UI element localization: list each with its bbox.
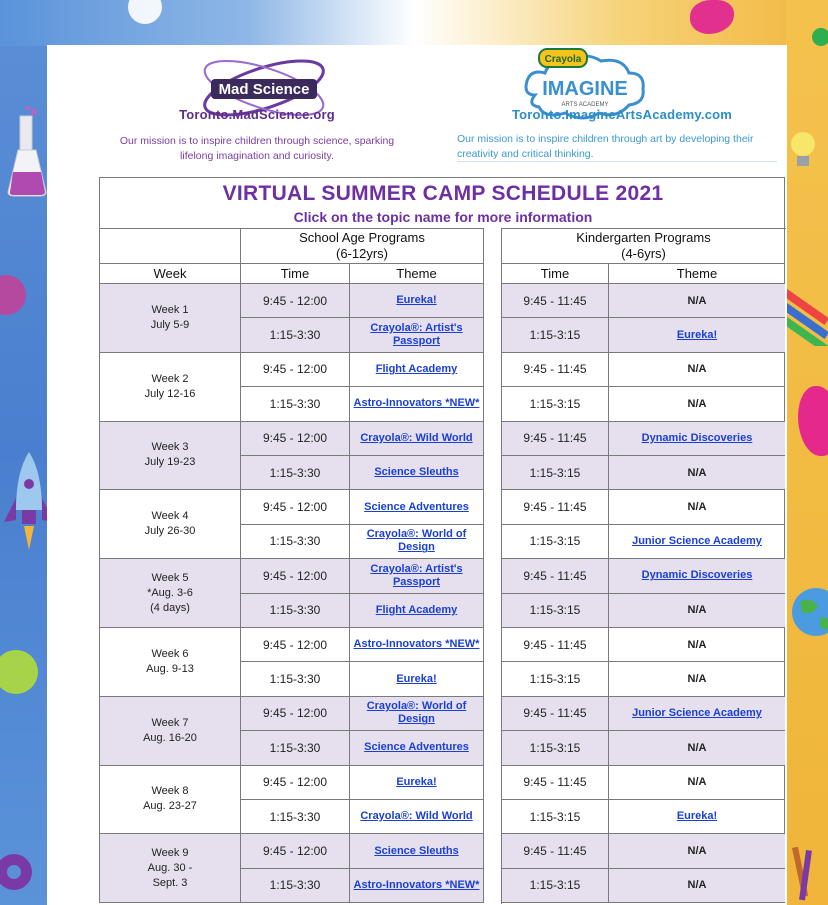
week-label: Week 4 — [151, 510, 189, 523]
theme-link[interactable]: Crayola®: World of Design — [366, 700, 467, 726]
week-cell — [100, 353, 241, 422]
theme-link[interactable]: Eureka! — [396, 672, 437, 685]
time-cell: 1:15-3:30 — [241, 318, 350, 352]
theme-link[interactable]: Crayola®: World of Design — [366, 528, 467, 554]
theme-cell — [350, 766, 484, 800]
mad-science-brand — [107, 107, 407, 164]
school-age-ages: (6-12yrs) — [335, 245, 388, 261]
time-cell: 1:15-3:30 — [241, 387, 350, 421]
time-cell: 9:45 - 12:00 — [241, 353, 350, 387]
k-theme-link[interactable]: Dynamic Discoveries — [641, 569, 753, 582]
week-dates: (4 days) — [150, 601, 190, 614]
mad-science-url[interactable]: Toronto.MadScience.org — [179, 107, 335, 122]
beaker-icon — [4, 106, 50, 198]
theme-link[interactable]: Crayola®: Wild World — [360, 810, 473, 823]
k-time-cell: 9:45 - 11:45 — [502, 490, 609, 524]
k-theme-na-cell: N/A — [609, 490, 785, 524]
school-age-label: School Age Programs — [299, 229, 425, 245]
theme-cell — [350, 318, 484, 352]
time-cell: 1:15-3:30 — [241, 662, 350, 696]
theme-cell — [350, 353, 484, 387]
time-cell: 9:45 - 12:00 — [241, 834, 350, 868]
week-dates: July 12-16 — [144, 387, 196, 400]
theme-link[interactable]: Astro-Innovators *NEW* — [353, 638, 480, 651]
time-cell: 1:15-3:30 — [241, 869, 350, 903]
theme-link[interactable]: Science Sleuths — [374, 466, 459, 479]
week-cell — [100, 766, 241, 835]
k-time-cell: 9:45 - 11:45 — [502, 628, 609, 662]
schedule-title: VIRTUAL SUMMER CAMP SCHEDULE 2021 — [222, 182, 664, 205]
week-dates: Aug. 16-20 — [143, 731, 197, 744]
theme-cell — [350, 490, 484, 524]
col-header-k-time: Time — [502, 264, 609, 284]
theme-cell — [350, 628, 484, 662]
k-theme-na-cell: N/A — [609, 594, 785, 628]
gear-icon — [0, 842, 38, 902]
k-theme-na-cell: N/A — [609, 766, 785, 800]
theme-link[interactable]: Science Adventures — [364, 500, 469, 513]
time-cell: 1:15-3:30 — [241, 800, 350, 834]
k-theme-cell — [609, 422, 785, 456]
week-cell — [100, 559, 241, 628]
k-time-cell: 9:45 - 11:45 — [502, 422, 609, 456]
k-theme-link[interactable]: Junior Science Academy — [632, 706, 762, 719]
theme-cell — [350, 731, 484, 765]
k-time-cell: 9:45 - 11:45 — [502, 353, 609, 387]
theme-link[interactable]: Astro-Innovators *NEW* — [353, 878, 480, 891]
week-dates: Aug. 30 - — [147, 861, 193, 874]
theme-link[interactable]: Crayola®: Artist's Passport — [370, 562, 463, 588]
week-label: Week 8 — [151, 785, 189, 798]
theme-cell — [350, 594, 484, 628]
arts-academy-logo-text: ARTS ACADEMY — [561, 102, 609, 108]
k-theme-link[interactable]: Eureka! — [676, 810, 718, 823]
k-time-cell: 1:15-3:15 — [502, 594, 609, 628]
theme-cell — [350, 662, 484, 696]
week-cell — [100, 697, 241, 766]
k-theme-na-cell: N/A — [609, 456, 785, 490]
week-cell — [100, 490, 241, 559]
time-cell: 9:45 - 12:00 — [241, 422, 350, 456]
time-cell: 9:45 - 12:00 — [241, 490, 350, 524]
week-label: Week 1 — [151, 303, 189, 316]
k-theme-link[interactable]: Dynamic Discoveries — [641, 431, 753, 444]
col-header-theme: Theme — [350, 264, 484, 284]
k-time-cell: 1:15-3:15 — [502, 800, 609, 834]
week-cell — [100, 834, 241, 903]
k-time-cell: 1:15-3:15 — [502, 731, 609, 765]
week-cell — [100, 284, 241, 353]
theme-cell — [350, 559, 484, 593]
paintbrush-icon — [786, 846, 828, 905]
k-theme-cell — [609, 525, 785, 559]
imagine-arts-mission: Our mission is to inspire children through art by developing their creativity and critical thinking. — [457, 133, 754, 160]
theme-link[interactable]: Astro-Innovators *NEW* — [353, 397, 480, 410]
crayola-logo-text: Crayola — [544, 54, 582, 65]
col-header-week: Week — [100, 264, 241, 284]
k-time-cell: 9:45 - 11:45 — [502, 834, 609, 868]
mad-science-mission: Our mission is to inspire children through science, sparking lifelong imagination and curiosity. — [119, 135, 395, 162]
week-dates: Sept. 3 — [152, 876, 188, 889]
kindergarten-label: Kindergarten Programs — [576, 229, 711, 245]
theme-cell — [350, 869, 484, 903]
theme-cell — [350, 697, 484, 731]
imagine-logo-text: IMAGINE — [542, 78, 628, 100]
theme-link[interactable]: Crayola®: Wild World — [360, 431, 473, 444]
week-label: Week 9 — [151, 846, 189, 859]
time-cell: 1:15-3:30 — [241, 594, 350, 628]
k-time-cell: 1:15-3:15 — [502, 387, 609, 421]
time-cell: 1:15-3:30 — [241, 456, 350, 490]
theme-link[interactable]: Science Adventures — [364, 741, 469, 754]
week-label: Week 3 — [151, 441, 189, 454]
week-label: Week 6 — [151, 647, 189, 660]
col-header-k-theme: Theme — [609, 264, 785, 284]
k-theme-na-cell: N/A — [609, 387, 785, 421]
time-cell: 9:45 - 12:00 — [241, 628, 350, 662]
k-time-cell: 9:45 - 11:45 — [502, 559, 609, 593]
k-time-cell: 1:15-3:15 — [502, 456, 609, 490]
kindergarten-ages: (4-6yrs) — [621, 245, 666, 261]
k-time-cell: 9:45 - 11:45 — [502, 284, 609, 318]
k-theme-link[interactable]: Eureka! — [676, 328, 718, 341]
k-theme-cell — [609, 697, 785, 731]
k-theme-na-cell: N/A — [609, 628, 785, 662]
globe-icon — [790, 582, 828, 656]
theme-link[interactable]: Flight Academy — [375, 362, 458, 375]
kindergarten-header — [502, 228, 785, 264]
school-age-header — [241, 228, 484, 264]
k-theme-na-cell: N/A — [609, 869, 785, 903]
time-cell: 1:15-3:30 — [241, 525, 350, 559]
k-theme-cell — [609, 800, 785, 834]
theme-link[interactable]: Crayola®: Artist's Passport — [370, 322, 463, 348]
decorative-dot — [812, 28, 828, 46]
column-gap — [484, 228, 502, 904]
week-label: Week 7 — [151, 716, 189, 729]
k-theme-cell — [609, 559, 785, 593]
schedule-subtitle: Click on the topic name for more information — [293, 209, 593, 225]
theme-link[interactable]: Flight Academy — [375, 603, 458, 616]
theme-link[interactable]: Eureka! — [396, 775, 437, 788]
k-theme-link[interactable]: Junior Science Academy — [632, 534, 762, 547]
time-cell: 9:45 - 12:00 — [241, 766, 350, 800]
imagine-arts-url[interactable]: Toronto.ImagineArtsAcademy.com — [511, 107, 733, 122]
k-theme-na-cell: N/A — [609, 662, 785, 696]
time-cell: 9:45 - 12:00 — [241, 559, 350, 593]
schedule-table — [99, 177, 785, 903]
theme-link[interactable]: Science Sleuths — [374, 844, 459, 857]
k-theme-na-cell: N/A — [609, 353, 785, 387]
k-theme-na-cell: N/A — [609, 834, 785, 868]
week-cell — [100, 422, 241, 491]
k-time-cell: 1:15-3:15 — [502, 318, 609, 352]
week-label: Week 5 — [151, 571, 189, 584]
theme-cell — [350, 422, 484, 456]
week-dates: Aug. 23-27 — [143, 800, 197, 813]
k-theme-na-cell: N/A — [609, 284, 785, 318]
theme-cell — [350, 525, 484, 559]
k-time-cell: 9:45 - 11:45 — [502, 697, 609, 731]
k-theme-na-cell: N/A — [609, 731, 785, 765]
week-dates: July 26-30 — [144, 525, 196, 538]
theme-cell — [350, 800, 484, 834]
k-theme-cell — [609, 318, 785, 352]
week-cell — [100, 628, 241, 697]
k-time-cell: 1:15-3:15 — [502, 662, 609, 696]
k-time-cell: 9:45 - 11:45 — [502, 766, 609, 800]
lightbulb-icon — [788, 126, 818, 182]
header-blank — [100, 228, 241, 264]
time-cell: 9:45 - 12:00 — [241, 284, 350, 318]
imagine-arts-brand — [457, 107, 787, 162]
time-cell: 1:15-3:30 — [241, 731, 350, 765]
theme-cell — [350, 834, 484, 868]
theme-cell — [350, 284, 484, 318]
col-header-time: Time — [241, 264, 350, 284]
week-dates: Aug. 9-13 — [146, 662, 194, 675]
mad-science-logo-text: Mad Science — [218, 81, 310, 98]
week-label: Week 2 — [151, 372, 189, 385]
time-cell: 9:45 - 12:00 — [241, 697, 350, 731]
brand-divider — [457, 161, 777, 162]
week-dates: *Aug. 3-6 — [147, 586, 193, 599]
week-dates: July 5-9 — [150, 318, 190, 331]
theme-link[interactable]: Eureka! — [396, 294, 437, 307]
theme-cell — [350, 387, 484, 421]
k-time-cell: 1:15-3:15 — [502, 525, 609, 559]
theme-cell — [350, 456, 484, 490]
week-dates: July 19-23 — [144, 456, 196, 469]
flyer-panel — [47, 45, 787, 905]
k-time-cell: 1:15-3:15 — [502, 869, 609, 903]
